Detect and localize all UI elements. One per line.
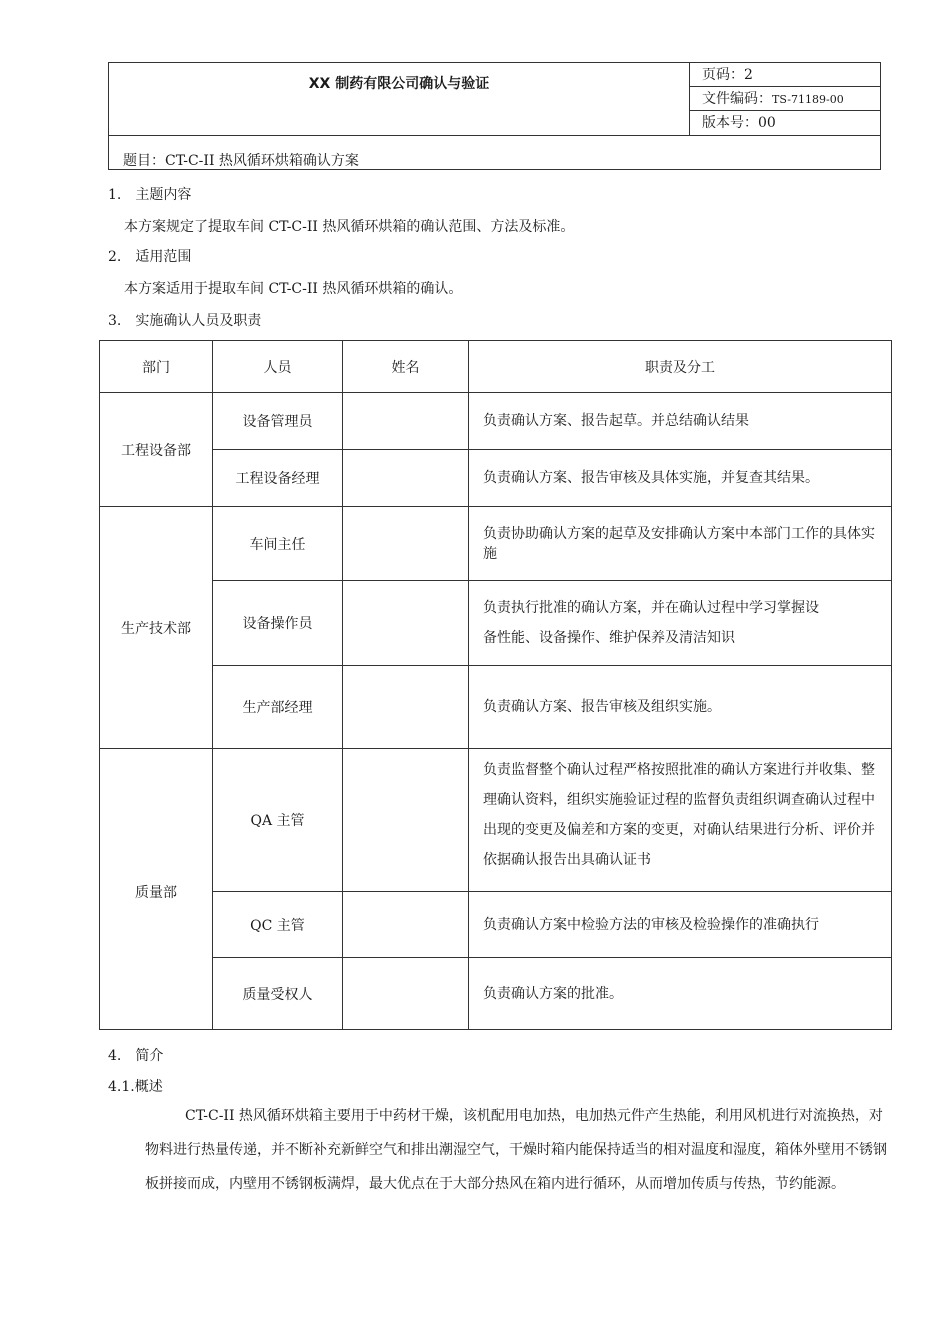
name-cell	[343, 581, 469, 666]
table-row	[100, 450, 892, 507]
name-cell	[343, 507, 469, 581]
version-number: 版本号：00	[702, 115, 776, 131]
table-row	[100, 666, 892, 749]
table-row	[100, 393, 892, 450]
person-cell: 生产部经理	[213, 666, 343, 749]
name-cell	[343, 666, 469, 749]
section-2-text: 本方案适用于提取车间 CT-C-II 热风循环烘箱的确认。	[124, 281, 463, 297]
section-2-heading: 2. 适用范围	[108, 249, 192, 265]
department-cell: 质量部	[100, 749, 213, 1030]
name-cell	[343, 958, 469, 1030]
section-4-heading: 4. 简介	[108, 1048, 164, 1064]
duty-cell: 负责执行批准的确认方案，并在确认过程中学习掌握设 备性能、设备操作、维护保养及清洁知识	[469, 581, 892, 666]
document-header	[108, 62, 881, 170]
duty-cell: 负责确认方案的批准。	[469, 958, 892, 1030]
header-duty: 职责及分工	[469, 341, 892, 393]
person-cell: 设备管理员	[213, 393, 343, 450]
company-title: XX 制药有限公司确认与验证	[109, 63, 690, 135]
person-cell: QC 主管	[213, 892, 343, 958]
table-row	[100, 507, 892, 581]
section-4-1-heading: 4.1.概述	[108, 1079, 163, 1095]
name-cell	[343, 393, 469, 450]
duty-cell: 负责确认方案、报告起草。并总结确认结果	[469, 393, 892, 450]
name-cell	[343, 749, 469, 892]
person-cell: 设备操作员	[213, 581, 343, 666]
department-cell: 工程设备部	[100, 393, 213, 507]
table-header-row	[100, 341, 892, 393]
document-title: 题目：CT-C-II 热风循环烘箱确认方案	[109, 135, 880, 170]
duty-cell: 负责确认方案、报告审核及组织实施。	[469, 666, 892, 749]
page-number: 页码：2	[690, 63, 881, 87]
file-code: 文件编码：TS-71189-00	[690, 87, 881, 111]
section-3-heading: 3. 实施确认人员及职责	[108, 313, 262, 329]
table-row	[100, 892, 892, 958]
header-department: 部门	[100, 341, 213, 393]
header-person: 人员	[213, 341, 343, 393]
name-cell	[343, 450, 469, 507]
header-name: 姓名	[343, 341, 469, 393]
table-row	[100, 958, 892, 1030]
section-1-text: 本方案规定了提取车间 CT-C-II 热风循环烘箱的确认范围、方法及标准。	[124, 219, 575, 235]
overview-paragraph: CT-C-II 热风循环烘箱主要用于中药材干燥，该机配用电加热，电加热元件产生热能，利用风机进行对流换热，对物料进行热量传递，并不断补充新鲜空气和排出潮湿空气，干燥时箱内能保持适当的相对温度和湿度，箱体外壁用不锈钢板拼接而成，内壁用不锈钢板满焊，最大优点在于大部分热风在箱内进行循环，从而增加传质与传热，节约能源。	[145, 1108, 887, 1192]
duty-cell: 负责协助确认方案的起草及安排确认方案中本部门工作的具体实施	[469, 507, 892, 581]
table-row	[100, 581, 892, 666]
staff-responsibility-table	[99, 340, 892, 1030]
person-cell: 车间主任	[213, 507, 343, 581]
person-cell: 质量受权人	[213, 958, 343, 1030]
person-cell: QA 主管	[213, 749, 343, 892]
department-cell: 生产技术部	[100, 507, 213, 749]
duty-cell: 负责监督整个确认过程严格按照批准的确认方案进行并收集、整理确认资料，组织实施验证过程的监督负责组织调查确认过程中出现的变更及偏差和方案的变更，对确认结果进行分析、评价并依据确认报告出具确认证书	[469, 749, 892, 892]
duty-cell: 负责确认方案中检验方法的审核及检验操作的准确执行	[469, 892, 892, 958]
person-cell: 工程设备经理	[213, 450, 343, 507]
table-row	[100, 749, 892, 892]
section-1-heading: 1. 主题内容	[108, 187, 192, 203]
name-cell	[343, 892, 469, 958]
duty-cell: 负责确认方案、报告审核及具体实施，并复查其结果。	[469, 450, 892, 507]
